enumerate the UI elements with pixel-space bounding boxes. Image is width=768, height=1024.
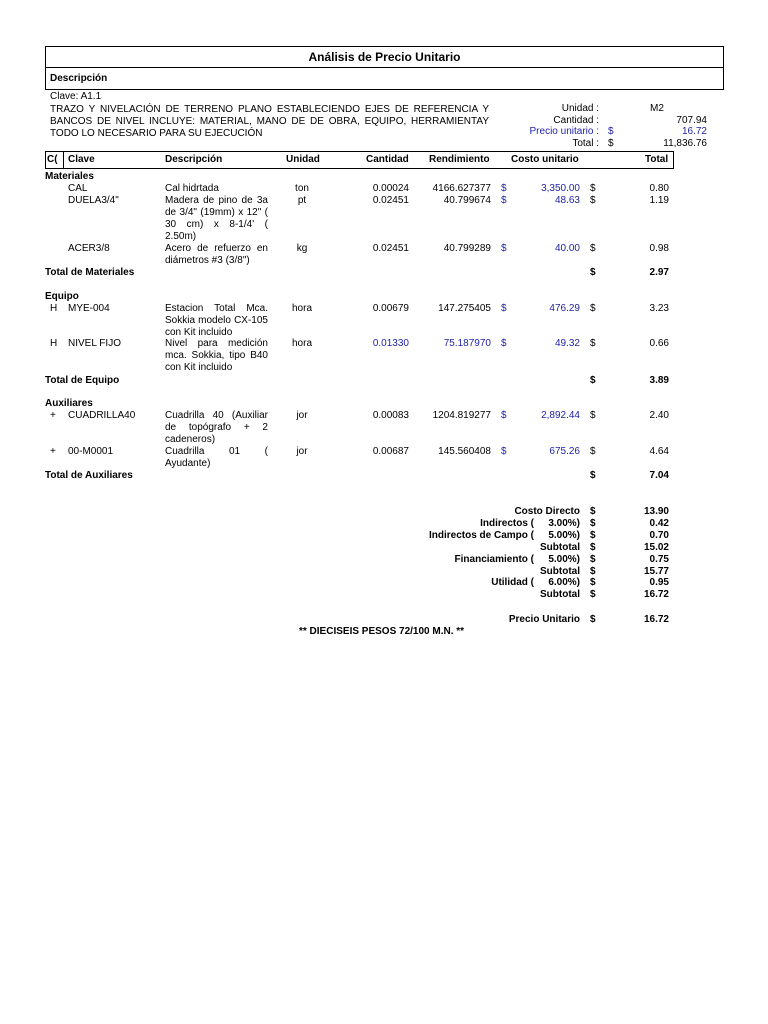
total-currency: $ [608, 138, 614, 149]
summary-value: 16.72 [643, 589, 669, 600]
row-costo-currency: $ [501, 183, 507, 194]
section-title-equipo: Equipo [45, 291, 79, 302]
summary-currency: $ [590, 554, 596, 565]
row-costo-unitario: 476.29 [549, 303, 580, 314]
row-cantidad: 0.00083 [372, 410, 409, 421]
row-clave: MYE-004 [68, 303, 110, 314]
row-prefix: H [50, 338, 58, 349]
row-unidad: jor [296, 410, 308, 421]
section-total-value-materiales: 2.97 [649, 267, 669, 278]
col-descripcion: Descripción [165, 154, 223, 165]
row-descripcion: Estacion Total Mca. Sokkia modelo CX-105 con Kit incluido [165, 303, 268, 338]
col-costo-unitario: Costo unitario [511, 154, 579, 165]
row-clave: DUELA3/4" [68, 195, 119, 206]
summary-value: 0.95 [649, 577, 669, 588]
precio-unitario-final-currency: $ [590, 614, 596, 625]
row-total-currency: $ [590, 243, 596, 254]
summary-currency: $ [590, 506, 596, 517]
summary-value: 15.02 [643, 542, 669, 553]
descripcion-label: Descripción [50, 73, 108, 84]
row-costo-currency: $ [501, 243, 507, 254]
summary-currency: $ [590, 542, 596, 553]
summary-label: Subtotal [540, 589, 580, 600]
summary-currency: $ [590, 566, 596, 577]
row-rendimiento: 75.187970 [443, 338, 491, 349]
concept-description: TRAZO Y NIVELACIÓN DE TERRENO PLANO ESTABLECIENDO EJES DE REFERENCIA Y BANCOS DE NIVEL INCLUYE: MATERIAL, MANO DE DE OBRA, EQUIPO, HERRAMIENTAY TODO LO NECESARIO PARA SU EJECUCIÓN [50, 104, 489, 139]
row-cantidad: 0.00687 [372, 446, 409, 457]
row-rendimiento: 40.799674 [443, 195, 491, 206]
section-total-label-materiales: Total de Materiales [45, 267, 135, 278]
total-value: 11,836.76 [663, 138, 707, 149]
precio-unitario-label: Precio unitario : [529, 126, 599, 137]
row-rendimiento: 145.560408 [438, 446, 491, 457]
row-descripcion: Cal hidrtada [165, 183, 219, 194]
row-costo-unitario: 40.00 [554, 243, 580, 254]
row-total-currency: $ [590, 183, 596, 194]
row-total-currency: $ [590, 446, 596, 457]
page-title: Análisis de Precio Unitario [308, 50, 461, 64]
row-total: 1.19 [649, 195, 669, 206]
row-descripcion: Madera de pino de 3a de 3/4" (19mm) x 12" ( 30 cm) x 8-1/4' ( 2.50m) [165, 195, 268, 242]
section-total-currency-materiales: $ [590, 267, 596, 278]
row-descripcion: Acero de refuerzo en diámetros #3 (3/8") [165, 243, 268, 266]
row-descripcion: Nivel para medición mca. Sokkia, tipo B40 con Kit incluido [165, 338, 268, 373]
precio-unitario-value: 16.72 [681, 126, 707, 137]
summary-value: 0.42 [649, 518, 669, 529]
summary-value: 15.77 [643, 566, 669, 577]
row-cantidad: 0.02451 [372, 195, 409, 206]
row-total: 0.98 [649, 243, 669, 254]
row-total-currency: $ [590, 303, 596, 314]
summary-label: Costo Directo [514, 506, 580, 517]
row-prefix: H [50, 303, 58, 314]
summary-label: Indirectos de Campo ( [428, 530, 534, 541]
summary-label: Utilidad ( [491, 577, 534, 588]
descripcion-header-box [45, 67, 724, 90]
row-rendimiento: 147.275405 [438, 303, 491, 314]
row-descripcion: Cuadrilla 40 (Auxiliar de topógrafo + 2 cadeneros) [165, 410, 268, 445]
row-total: 2.40 [649, 410, 669, 421]
row-cantidad: 0.00679 [372, 303, 409, 314]
row-prefix: + [50, 410, 56, 421]
row-unidad: hora [291, 338, 312, 349]
section-total-label-equipo: Total de Equipo [45, 375, 120, 386]
row-cantidad: 0.01330 [372, 338, 409, 349]
col-total: Total [645, 154, 669, 165]
amount-in-words: ** DIECISEIS PESOS 72/100 M.N. ** [299, 626, 465, 637]
row-unidad: hora [291, 303, 312, 314]
row-costo-unitario: 49.32 [554, 338, 580, 349]
row-costo-currency: $ [501, 195, 507, 206]
precio-unitario-currency: $ [608, 126, 614, 137]
row-unidad: ton [295, 183, 309, 194]
row-costo-currency: $ [501, 410, 507, 421]
precio-unitario-final-label: Precio Unitario [508, 614, 580, 625]
row-clave: 00-M0001 [68, 446, 114, 457]
row-costo-currency: $ [501, 446, 507, 457]
row-cantidad: 0.02451 [372, 243, 409, 254]
summary-label: Financiamiento ( [454, 554, 534, 565]
row-cantidad: 0.00024 [372, 183, 409, 194]
row-total-currency: $ [590, 410, 596, 421]
section-total-value-equipo: 3.89 [649, 375, 669, 386]
precio-unitario-final-value: 16.72 [643, 614, 669, 625]
row-total-currency: $ [590, 338, 596, 349]
summary-value: 0.70 [649, 530, 669, 541]
col-clave: Clave [68, 154, 95, 165]
section-total-currency-equipo: $ [590, 375, 596, 386]
section-total-currency-auxiliares: $ [590, 470, 596, 481]
row-unidad: kg [296, 243, 308, 254]
row-costo-unitario: 675.26 [549, 446, 580, 457]
row-costo-unitario: 3,350.00 [541, 183, 580, 194]
row-unidad: jor [296, 446, 308, 457]
summary-pct: 6.00%) [548, 577, 580, 588]
clave-text: Clave: A1.1 [50, 91, 102, 102]
row-costo-currency: $ [501, 338, 507, 349]
row-clave: NIVEL FIJO [68, 338, 121, 349]
unidad-value: M2 [650, 103, 664, 114]
row-rendimiento: 4166.627377 [432, 183, 491, 194]
summary-currency: $ [590, 577, 596, 588]
section-title-auxiliares: Auxiliares [45, 398, 93, 409]
column-divider [63, 151, 64, 169]
row-total: 4.64 [649, 446, 669, 457]
row-rendimiento: 1204.819277 [432, 410, 491, 421]
section-total-label-auxiliares: Total de Auxiliares [45, 470, 133, 481]
summary-pct: 5.00%) [548, 530, 580, 541]
row-total: 0.80 [649, 183, 669, 194]
section-title-materiales: Materiales [45, 171, 94, 182]
row-clave: CUADRILLA40 [68, 410, 136, 421]
summary-pct: 5.00%) [548, 554, 580, 565]
row-total-currency: $ [590, 195, 596, 206]
row-costo-unitario: 48.63 [554, 195, 580, 206]
row-clave: ACER3/8 [68, 243, 110, 254]
summary-value: 13.90 [643, 506, 669, 517]
unidad-label: Unidad : [561, 103, 599, 114]
summary-pct: 3.00%) [548, 518, 580, 529]
col-c: C( [47, 154, 58, 165]
summary-currency: $ [590, 518, 596, 529]
row-total: 3.23 [649, 303, 669, 314]
cantidad-value: 707.94 [676, 115, 707, 126]
total-label: Total : [572, 138, 599, 149]
col-cantidad: Cantidad [366, 154, 409, 165]
summary-currency: $ [590, 530, 596, 541]
row-clave: CAL [68, 183, 88, 194]
summary-label: Indirectos ( [480, 518, 534, 529]
summary-currency: $ [590, 589, 596, 600]
summary-label: Subtotal [540, 542, 580, 553]
row-unidad: pt [297, 195, 307, 206]
row-descripcion: Cuadrilla 01 ( Ayudante) [165, 446, 268, 469]
summary-value: 0.75 [649, 554, 669, 565]
row-costo-unitario: 2,892.44 [541, 410, 580, 421]
summary-label: Subtotal [540, 566, 580, 577]
row-rendimiento: 40.799289 [443, 243, 491, 254]
column-header-box [45, 151, 674, 169]
col-rendimiento: Rendimiento [429, 154, 490, 165]
cantidad-label: Cantidad : [553, 115, 599, 126]
section-total-value-auxiliares: 7.04 [649, 470, 669, 481]
row-prefix: + [50, 446, 56, 457]
col-unidad: Unidad [286, 154, 320, 165]
row-total: 0.66 [649, 338, 669, 349]
row-costo-currency: $ [501, 303, 507, 314]
